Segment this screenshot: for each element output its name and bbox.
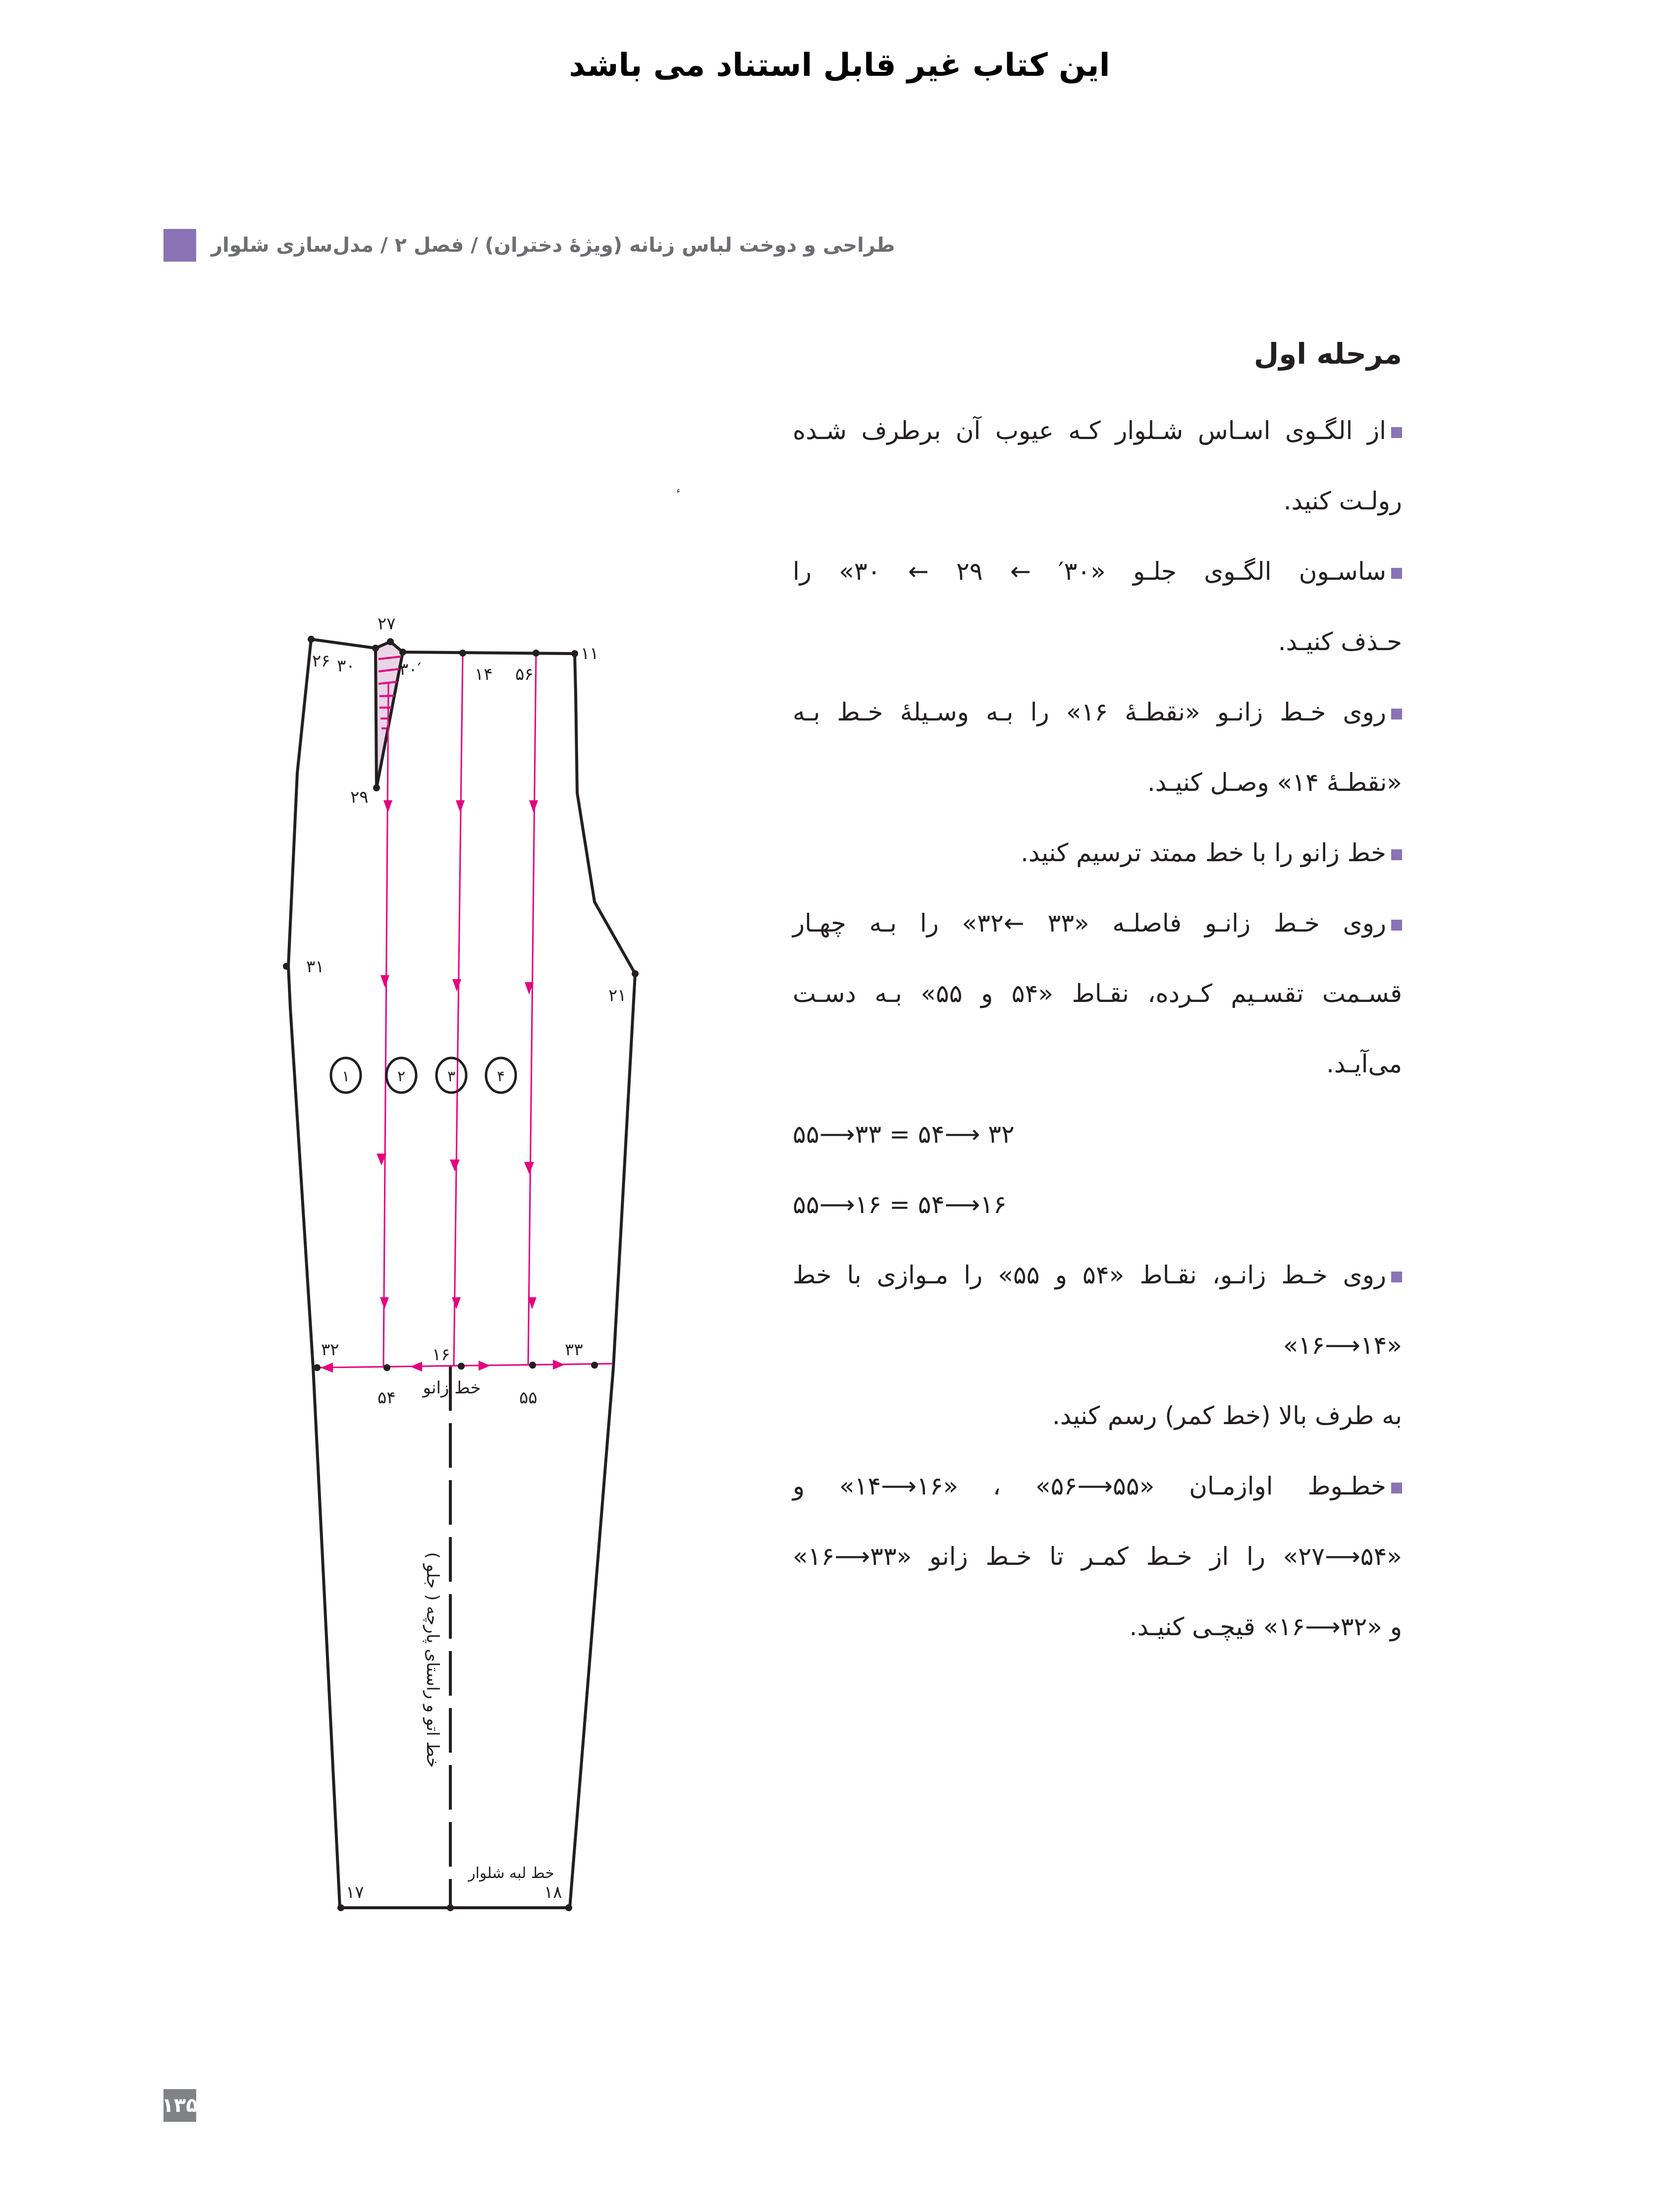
text-line bbox=[793, 1029, 1402, 1099]
section-title: مرحله اول bbox=[1253, 337, 1402, 371]
guide-lines bbox=[317, 653, 612, 1368]
text-line bbox=[793, 1381, 1402, 1451]
label-16: ۱۶ bbox=[432, 1345, 450, 1365]
panel-1: ۱ bbox=[341, 1068, 350, 1085]
line-text: خطـوط اوازمـان «۵۵⟶۵۶» ، «۱۶⟶۱۴» و bbox=[793, 1472, 1387, 1500]
panel-numbers bbox=[342, 1068, 505, 1085]
label-32: ۳۲ bbox=[321, 1340, 339, 1360]
dart bbox=[376, 642, 403, 788]
instruction-lines-2 bbox=[793, 1240, 1402, 1662]
text-line bbox=[793, 536, 1402, 607]
bullet-square-icon bbox=[1391, 1483, 1402, 1493]
instruction-text bbox=[793, 327, 1402, 1662]
bullet-square-icon bbox=[1391, 709, 1402, 719]
watermark-notice: این کتاب غیر قابل استناد می باشد bbox=[569, 47, 1110, 84]
text-line bbox=[793, 607, 1402, 677]
line-text: «۵۴⟶۲۷» را از خـط کمـر تا خـط زانو «۳۳⟶۱۶» bbox=[793, 1542, 1402, 1571]
bullet-square-icon bbox=[1391, 568, 1402, 579]
running-header bbox=[163, 229, 895, 262]
label-21: ۲۱ bbox=[608, 986, 627, 1005]
label-55: ۵۵ bbox=[519, 1388, 538, 1408]
formula-line: ۵۵⟶۱۶ = ۵۴⟶۱۶ bbox=[793, 1190, 1007, 1219]
text-line bbox=[793, 395, 1402, 466]
label-14: ۱۴ bbox=[475, 664, 493, 684]
bullet-square-icon bbox=[1391, 427, 1402, 438]
line-text: رولـت کنید. bbox=[1283, 487, 1402, 515]
text-line bbox=[793, 888, 1402, 958]
text-line bbox=[793, 818, 1402, 888]
line-text: روی خـط زانـو «نقطـهٔ ۱۶» را بـه وسـیلهٔ خـط بـه bbox=[793, 698, 1386, 726]
line-text: خط زانو را با خط ممتد ترسیم کنید. bbox=[1021, 838, 1386, 867]
pattern-diagram bbox=[258, 585, 654, 1933]
formula-line: ۵۵⟶۳۳ = ۵۴⟶ ۳۲ bbox=[793, 1120, 1015, 1149]
label-54: ۵۴ bbox=[378, 1388, 396, 1408]
text-line bbox=[793, 1310, 1402, 1381]
label-26: ۲۶ bbox=[312, 651, 330, 671]
label-11: ۱۱ bbox=[581, 644, 599, 664]
label-29: ۲۹ bbox=[350, 787, 369, 807]
panel-4: ۴ bbox=[496, 1068, 505, 1085]
line-text: ساسـون الگـوی جلـو «۳۰′ ← ۲۹ ← ۳۰» را bbox=[793, 557, 1386, 586]
header-accent-box bbox=[163, 229, 196, 262]
page-number: ۱۳۵ bbox=[163, 2089, 196, 2122]
label-30: ۳۰ bbox=[337, 656, 355, 676]
label-18: ۱۸ bbox=[544, 1882, 562, 1902]
label-56: ۵۶ bbox=[515, 664, 534, 684]
label-30-prime: ۳۰′ bbox=[399, 660, 422, 679]
label-33: ۳۳ bbox=[565, 1340, 583, 1360]
text-line bbox=[793, 958, 1402, 1029]
text-line bbox=[793, 466, 1402, 536]
line-text: از الگـوی اسـاس شـلوار کـه عیوب آن برطرف شـده bbox=[793, 416, 1386, 445]
text-line bbox=[793, 677, 1402, 747]
bullet-square-icon bbox=[1391, 920, 1402, 931]
pattern-outline bbox=[288, 639, 635, 1908]
grain-line-label: خط اتو و راستای پارچه ( جلو ) bbox=[423, 1552, 442, 1768]
text-line bbox=[793, 1240, 1402, 1310]
line-text: روی خـط زانـو فاصلـه «۳۳ ←۳۲» را بـه چهـار bbox=[793, 909, 1387, 938]
panel-2: ۲ bbox=[397, 1068, 406, 1085]
header-title: طراحی و دوخت لباس زنانه (ویژهٔ دختران) / فصل ۲ / مدل‌سازی شلوار bbox=[211, 234, 895, 257]
line-text: می‌آیـد. bbox=[1326, 1050, 1402, 1078]
bullet-square-icon bbox=[1391, 849, 1402, 860]
line-text: و «۳۲⟶۱۶» قیچـی کنیـد. bbox=[1129, 1612, 1402, 1641]
line-text: روی خـط زانـو، نقـاط «۵۴ و ۵۵» را مـوازی با خط bbox=[793, 1261, 1386, 1289]
panel-3: ۳ bbox=[447, 1068, 456, 1085]
label-27: ۲۷ bbox=[378, 614, 396, 634]
line-text: به طرف بالا (خط کمر) رسم کنید. bbox=[1052, 1401, 1402, 1430]
label-17: ۱۷ bbox=[346, 1882, 364, 1902]
label-31: ۳۱ bbox=[306, 957, 325, 977]
bullet-square-icon bbox=[1391, 1272, 1402, 1282]
text-line bbox=[793, 1592, 1402, 1662]
formula-lines bbox=[793, 1099, 1402, 1240]
line-text: قسـمت تقسـیم کـرده، نقـاط «۵۴ و ۵۵» بـه دسـت bbox=[793, 979, 1403, 1008]
text-line bbox=[793, 1521, 1402, 1592]
text-line bbox=[793, 1451, 1402, 1521]
line-text: «نقطـهٔ ۱۴» وصـل کنیـد. bbox=[1147, 768, 1402, 797]
line-text: «۱۴⟶۱۶» bbox=[1283, 1331, 1402, 1360]
knee-line-label: خط زانو bbox=[423, 1378, 481, 1398]
hem-line-label: خط لبه شلوار bbox=[468, 1865, 554, 1882]
text-line bbox=[793, 747, 1402, 818]
line-text: حـذف کنیـد. bbox=[1278, 627, 1402, 656]
panel-markers bbox=[331, 1058, 516, 1093]
instruction-lines bbox=[793, 395, 1402, 1099]
